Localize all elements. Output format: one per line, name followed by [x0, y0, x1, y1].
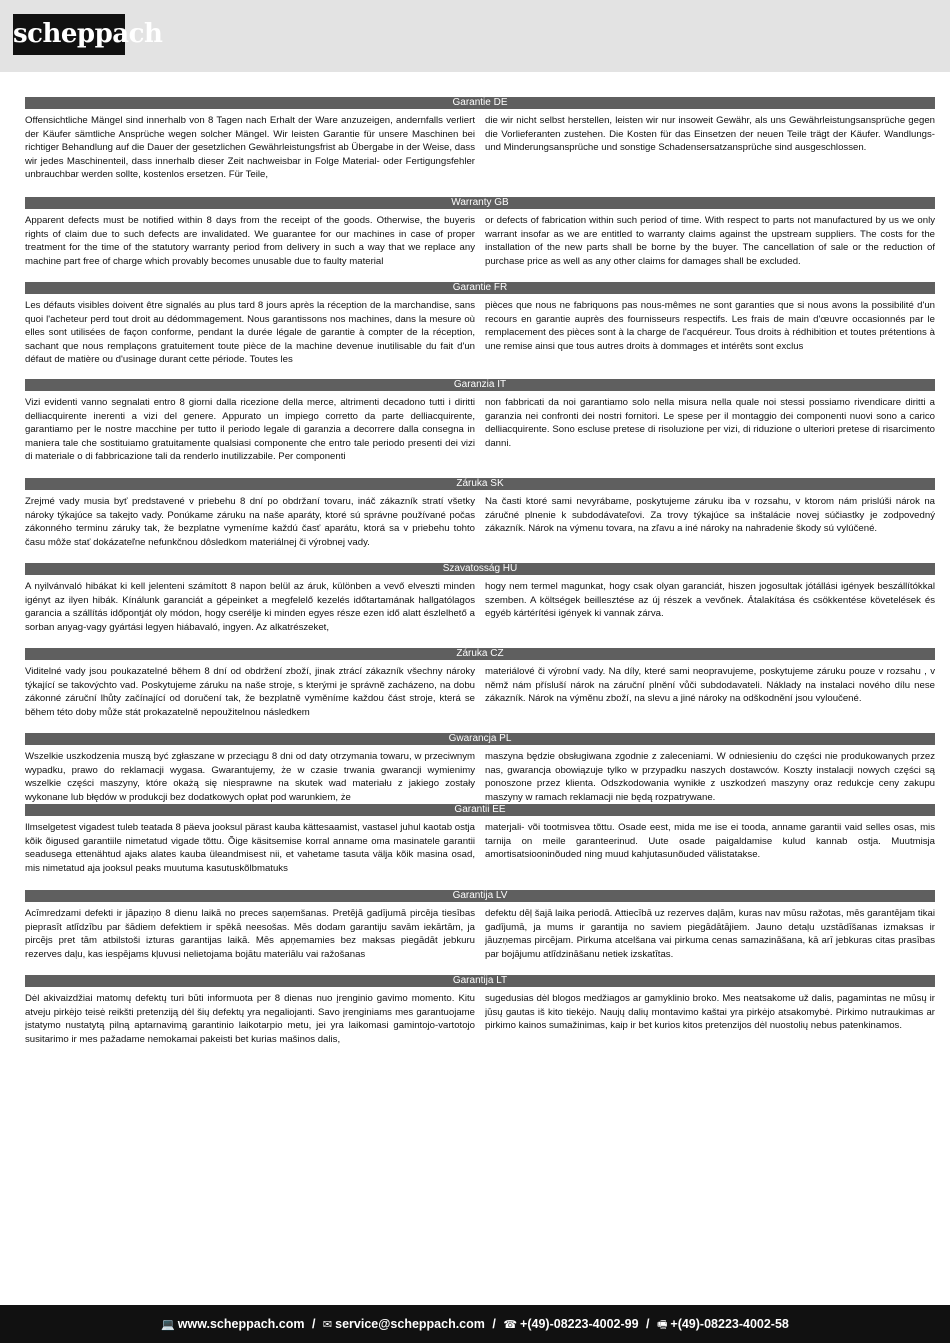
section-text-left: A nyilvánvaló hibákat ki kell jelenteni számított 8 napon belül az áruk, különben a vevő elveszti minden igényt az ilyen hibák. Kínálunk garanciát a gépeinket a megfelelő kezelés időtartamának hallgatólagos garancia a szállítás időpontját oly módon, hogy cserélje ki minden egyes része ezen idő alatt észlelhető a sorban anyag-vagy gyártási legyen hiábavaló, ingyen. Az alkatrészeket,	[25, 581, 475, 633]
section-heading: Záruka CZ	[25, 648, 935, 660]
section-text-left: Dėl akivaizdžiai matomų defektų turi būti informuota per 8 dienas nuo įrenginio gavimo momento. Kitu atveju pirkėjo teisė reikšti pretenziją dėl šių defektų yra negaliojanti. Savo įrenginiams mes garantuojame įstatymo nustatytą pilną aptarnavimą garantinio laikotarpio metu, jei yra laikomasi gamintojo-vartotojo susitarimo ir mes pažadame nemokamai pakeisti bet kurias mašinos dalis,	[25, 993, 475, 1045]
section-text-right: or defects of fabrication within such period of time. With respect to parts not manufactured by us we only warrant insofar as we are entitled to warranty claims against the upstream suppliers. The costs for the installation of the new parts shall be borne by the buyer. The cancellation of sale or the reduction of purchase price as well as any other claims for damages shall be excluded.	[485, 215, 935, 267]
section-heading: Szavatosság HU	[25, 563, 935, 575]
contact-footer	[0, 1305, 950, 1343]
section-text-right: hogy nem termel magunkat, hogy csak olyan garanciát, hiszen jogosultak jótállási igények beszállítókkal szemben. A költségek beillesztése az új részek a vevőnek. Átalakítása és csökkentése követelések és egyéb kártérítési igények ki vannak zárva.	[485, 581, 935, 620]
section-heading: Warranty GB	[25, 197, 935, 209]
email-link[interactable]: service@scheppach.com	[335, 1317, 485, 1331]
section-text-right: die wir nicht selbst herstellen, leisten wir nur insoweit Gewähr, als uns Gewährleistungsansprüche gegen die Vorlieferanten zustehen. Die Kosten für das Einsetzen der neuen Teile trägt der Käufer. Wandlungs- und Minderungsansprüche und sonstige Schadensersatzansprüche sind ausgeschlossen.	[485, 115, 935, 154]
section-garantie-fr	[25, 282, 935, 367]
section-text-left: Acīmredzami defekti ir jāpaziņo 8 dienu laikā no preces saņemšanas. Pretējā gadījumā pircēja tiesības pieprasīt atlīdzību par šādiem defektiem ir spēkā neesošas. Mēs dodam garantiju savām iekārtām, ja pircējs pret tām atbilstoši izturas garantijas laikā. Mēs apņemamies bez maksas piegādāt jebkuru rezerves daļu, kas iespējams kļuvusi nelietojama bojātu materiālu vai ražošanas	[25, 908, 475, 960]
section-text-right: materjali- või tootmisvea tõttu. Osade eest, mida me ise ei tooda, anname garantii vaid selles osas, mis tarnija on meile garanteerinud. Uute osade paigaldamise kulud kannab ostja. Muutmisja amortisatsiooninõuded ning muud kahjutasunõuded välistatakse.	[485, 822, 935, 861]
envelope-icon: ✉	[322, 1318, 333, 1331]
section-heading: Garantie FR	[25, 282, 935, 294]
section-text-left: Apparent defects must be notified within 8 days from the receipt of the goods. Otherwise, the buyeris rights of claim due to such defects are invalidated. We guarantee for our machines in case of proper treatment for the time of the statutory warranty period from delivery in such a way that we replace any machine part free of charge which provably becomes unusable due to faulty material	[25, 215, 475, 267]
section-heading: Garantii EE	[25, 804, 935, 816]
section-text-left: Viditelné vady jsou poukazatelné během 8 dní od obdržení zboží, jinak ztrácí zákazník všechny nároky týkající se takovýchto vad. Poskytujeme záruku na naše stroje, s kterými je správně zacházeno, na dobu zákonné záruční lhůty začínající od doručení tak, že bezplatně vyměníme každou část stroje, která se během této doby může stát prokazatelně nepoužitelnou následkem	[25, 666, 475, 718]
header-band	[0, 0, 950, 72]
section-heading: Záruka SK	[25, 478, 935, 490]
section-text-right: maszyna będzie obsługiwana zgodnie z zaleceniami. W odniesieniu do części nie produkowanych przez nas, gwarancja obowiązuje tylko w przypadku naszych dostawców. Koszty instalacji nowych części są ponoszone przez klienta. Odszkodowania wynikłe z uszkodzeń maszyny oraz redukcje ceny zakupu maszyny w ramach reklamacji nie będą rozpatrywane.	[485, 751, 935, 803]
section-text-left: Zrejmé vady musia byť predstavené v priebehu 8 dní po obdržaní tovaru, ináč zákazník stratí všetky nároky týkajúce sa takejto vady. Ponúkame záruku na naše aparáty, ktoré sú správne používané počas zákonného terminu záruky tak, že bezplatne vymeníme každú časť aparátu, ktorá sa v priebehu tohto času môže stať dokázateľne nefunkčnou dôsledkom materiálnej či výrobnej vady.	[25, 496, 475, 548]
section-text-left: Vizi evidenti vanno segnalati entro 8 giorni dalla ricezione della merce, altrimenti decadono tutti i diritti delliacquirente inerenti a vizi del genere. Appurato un impiego corretto da parte delliacquirente, garantiamo per le nostre macchine per tutto il periodo legale di garanzia a decorrere dalla consegna in maniera tale che sostituiamo gratuitamente qualsiasi componente che entro tale periodo presenti dei vizi di materiale o di fabbricazione tali da renderlo inutilizzabile. Per componenti	[25, 397, 475, 463]
section-heading: Garantija LV	[25, 890, 935, 902]
section-text-right: non fabbricati da noi garantiamo solo nella misura nella quale noi stessi possiamo rivendicare diritti a garanzia nei confronti dei nostri fornitori. Le spese per il montaggio dei componenti nuovi sono a carico delliacquirente. Sono escluse pretese di risoluzione per vizi, di riduzione o ulteriori pretese di risarcimento danni.	[485, 397, 935, 449]
section-garantija-lv	[25, 890, 935, 961]
scheppach-logo: scheppach	[13, 14, 125, 55]
section-heading: Gwarancja PL	[25, 733, 935, 745]
section-szavatossag-hu	[25, 563, 935, 634]
section-garanzia-it	[25, 379, 935, 464]
section-text-right: defektu dēļ šajā laika periodā. Attiecībā uz rezerves daļām, kuras nav mūsu ražotas, mēs garantējam tikai gadījumā, ja mums ir garantija no saviem piegādātājiem. Jauno detaļu uzstādīšanas izmaksas ir jāuzņemas pircējam. Pirkuma atcelšana vai pirkuma cenas samazināšana, kā arī jebkuras citas prasības par bojājumu atlīdzināšanu netiek izskatītas.	[485, 908, 935, 960]
separator: /	[311, 1317, 316, 1331]
separator: /	[492, 1317, 496, 1331]
section-gwarancja-pl	[25, 733, 935, 804]
section-heading: Garanzia IT	[25, 379, 935, 391]
section-heading: Garantie DE	[25, 97, 935, 109]
section-text-right: Na časti ktoré sami nevyrábame, poskytujeme záruku iba v rozsahu, v ktorom nám prislúši nárok na záručné plnenie k subdodávateľovi. Za trovy týkajúce sa inštalácie novej súčiastky je zodpovedný zákazník. Nárok na výmenu tovara, na zľavu a iné nároky na nahradenie škody sú vylúčené.	[485, 496, 935, 535]
website-link[interactable]: www.scheppach.com	[177, 1317, 305, 1331]
section-text-right: pièces que nous ne fabriquons pas nous-mêmes ne sont garanties que si nous avons la possibilité d'un recours en garantie auprès des fournisseurs respectifs. Les frais de main d'œuvre occasionnés par le remplacement des pièces sont à la charge de l'acquéreur. Tous droits à rédhibition et toutes prétentions à une remise ainsi que tous autres droits à dommages et intérêts sont exclus	[485, 300, 935, 352]
fax-number: +(49)-08223-4002-58	[670, 1317, 789, 1331]
section-warranty-gb	[25, 197, 935, 268]
section-heading: Garantija LT	[25, 975, 935, 987]
phone-number: +(49)-08223-4002-99	[520, 1317, 639, 1331]
section-garantii-ee	[25, 804, 935, 875]
section-garantie-de	[25, 97, 935, 182]
telephone-icon: ☎	[503, 1318, 518, 1331]
section-garantija-lt	[25, 975, 935, 1046]
section-text-left: Offensichtliche Mängel sind innerhalb von 8 Tagen nach Erhalt der Ware anzuzeigen, andernfalls verliert der Käufer sämtliche Ansprüche wegen solcher Mängel. Wir leisten Garantie für unsere Maschinen bei richtiger Behandlung auf die Dauer der gesetzlichen Gewährleistungsfrist ab Übergabe in der Weise, dass wir jedes Maschinenteil, dass innerhalb dieser Zeit nachweisbar in Folge Material- oder Fertigungsfehler unbrauchbar werden sollte, kostenlos ersetzen. Für Teile,	[25, 115, 475, 181]
section-text-left: Wszelkie uszkodzenia muszą być zgłaszane w przeciągu 8 dni od daty otrzymania towaru, w przeciwnym wypadku, prawo do reklamacji wygasa. Gwarantujemy, że w czasie trwania gwarancji wymienimy wszelkie części maszyny, które okażą się niesprawne na skutek wad materiału z jakiego zostały wykonane lub błędów w produkcji bez dodatkowych opłat pod warunkiem, że	[25, 751, 475, 803]
section-zaruka-sk	[25, 478, 935, 549]
section-zaruka-cz	[25, 648, 935, 719]
section-text-left: Ilmselgetest vigadest tuleb teatada 8 päeva jooksul pärast kauba kättesaamist, vastasel juhul kaotab ostja kõik õigused garantiile nimetatud vigade tõttu. Õige käsitsemise korral anname oma masinatele garantii seadusega ettenähtud ajaks alates kauba üleandmisest nii, et vahetame tasuta välja kõik masina osad, mis nimetatud aja jooksul peaks muutuma kasutuskõlbmatuks	[25, 822, 475, 874]
fax-icon: 🖷	[657, 1318, 668, 1331]
section-text-left: Les défauts visibles doivent être signalés au plus tard 8 jours après la réception de la marchandise, sans quoi l'acheteur perd tout droit au dédommagement. Nous garantissons nos machines, dans la mesure où elles sont utilisées de façon conforme, pendant la durée légale de garantie à compter de la réception, sachant que nous remplaçons gratuitement toute pièce de la machine devenue inutilisable du fait d'un défaut de matière ou d'usinage durant cette période. Toutes les	[25, 300, 475, 366]
computer-icon: 💻	[161, 1318, 175, 1331]
section-text-right: materiálové či výrobní vady. Na díly, které sami neopravujeme, poskytujeme záruku pouze v rozsahu , v němž nám přísluší nárok na záruční plnění vůči subdodavateli. Náklady na instalaci nového dílu nese zákazník. Nárok na výměnu zboží, na slevu a jiné nároky na odškodnění jsou vyloučené.	[485, 666, 935, 705]
section-text-right: sugedusias dėl blogos medžiagos ar gamyklinio broko. Mes neatsakome už dalis, pagamintas ne mūsų ir jūsų gautas iš kito tiekėjo. Naujų dalių montavimo kaštai yra pirkėjo atsakomybė. Pirkimo nutraukimas ar pirkimo kainos sumažinimas, kaip ir bet kurios kitos pretenzijos dėl nuostolių nebus patenkinamos.	[485, 993, 935, 1032]
separator: /	[646, 1317, 650, 1331]
